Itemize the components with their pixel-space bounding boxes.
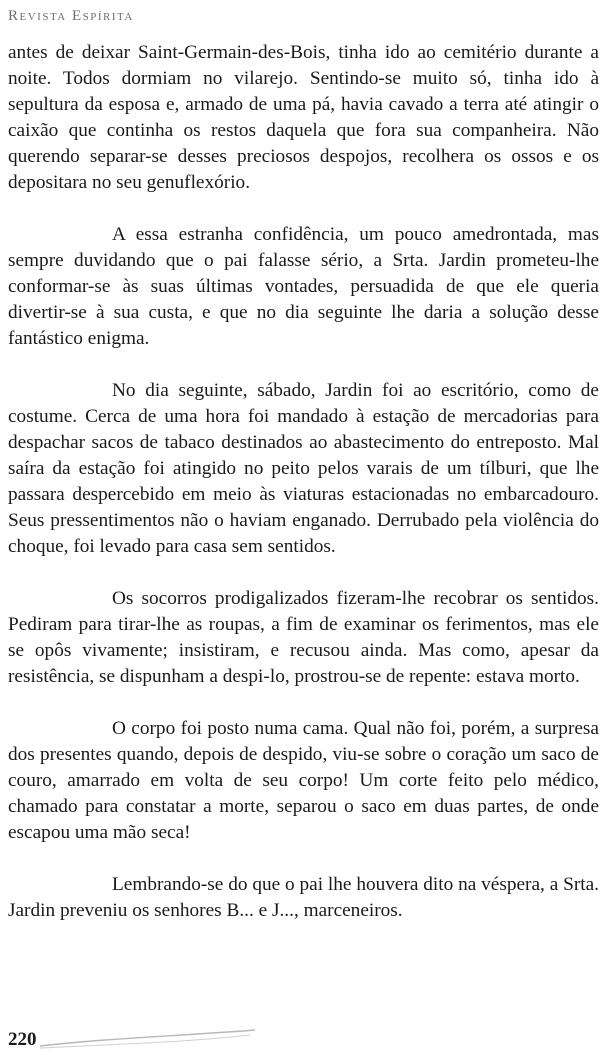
- paragraph: Os socorros prodigalizados fizeram-lhe recobrar os sentidos. Pediram para tirar-lhe as roupas, a fim de examinar os ferimentos, mas ele se opôs vivamente; insistiram, e recusou ainda. Mas como, apesar da resistência, se dispunham a despi-lo, prostrou-se de repente: estava morto.: [8, 588, 599, 687]
- paragraph: A essa estranha confidência, um pouco amedrontada, mas sempre duvidando que o pai falasse sério, a Srta. Jardin prometeu-lhe conformar-se às suas últimas vontades, persuadida de que ele queria divertir-se à sua custa, e que no dia seguinte lhe daria a solução desse fantástico enigma.: [8, 224, 599, 349]
- page-number: 220: [8, 1029, 37, 1050]
- paragraph-continuation: antes de deixar Saint-Germain-des-Bois, tinha ido ao cemitério durante a noite. Todos dormiam no vilarejo. Sentindo-se muito só, tinha ido à sepultura da esposa e, armado de uma pá, havia cavado a terra até atingir o caixão que continha os restos daquela que fora sua companheira. Não querendo separar-se desses preciosos despojos, recolhera os ossos e os depositara no seu genuflexório.: [8, 42, 599, 193]
- paragraph: No dia seguinte, sábado, Jardin foi ao escritório, como de costume. Cerca de uma hora foi mandado à estação de mercadorias para despachar sacos de tabaco destinados ao abastecimento do entreposto. Mal saíra da estação foi atingido no peito pelos varais de um tílburi, que lhe passara despercebido em meio às viaturas estacionadas no embarcadouro. Seus pressentimentos não o haviam enganado. Derrubado pela violência do choque, foi levado para casa sem sentidos.: [8, 380, 599, 557]
- running-header: Revista Espírita: [8, 8, 134, 24]
- paragraph: Lembrando-se do que o pai lhe houvera dito na véspera, a Srta. Jardin preveniu os senhores B... e J..., marceneiros.: [8, 874, 599, 921]
- footer-swoosh: [0, 1026, 260, 1056]
- paragraph: O corpo foi posto numa cama. Qual não foi, porém, a surpresa dos presentes quando, depois de despido, viu-se sobre o coração um saco de couro, amarrado em volta de seu corpo! Um corte feito pelo médico, chamado para constatar a morte, separou o saco em duas partes, de onde escapou uma mão seca!: [8, 718, 599, 843]
- page-body: [8, 40, 599, 924]
